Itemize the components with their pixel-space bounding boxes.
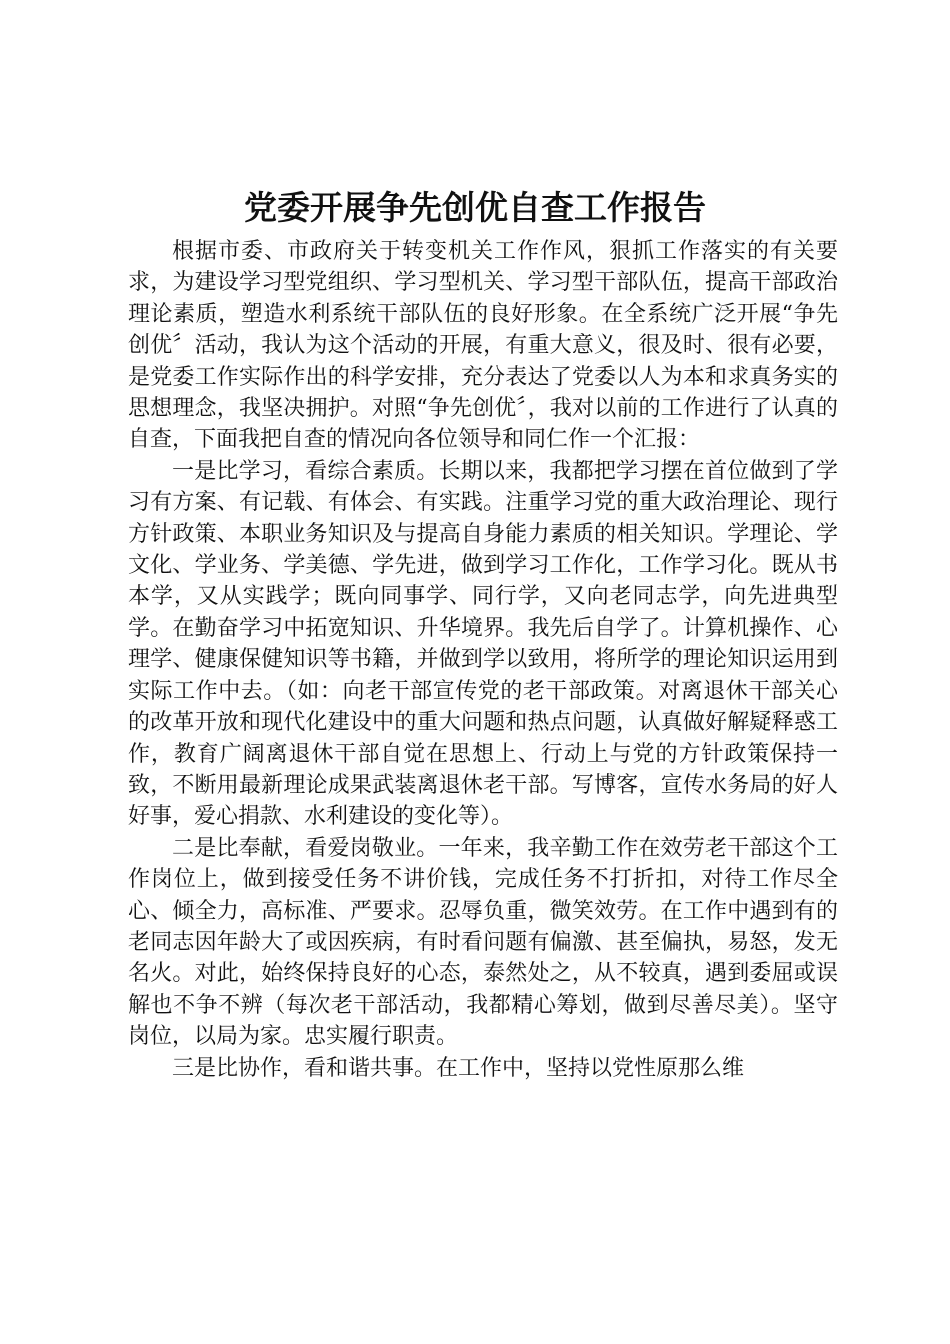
paragraph-dedication: 二是比奉献，看爱岗敬业。一年来，我辛勤工作在效劳老干部这个工作岗位上，做到接受任务不讲价钱，完成任务不打折扣，对待工作尽全心、倾全力，高标准、严要求。忍辱负重，微笑效劳。在工作中遇到有的老同志因年龄大了或因疾病，有时看问题有偏激、甚至偏执，易怒，发无名火。对此，始终保持良好的心态，泰然处之，从不较真，遇到委屈或误解也不争不辨（每次老干部活动，我都精心筹划，做到尽善尽美）。坚守岗位，以局为家。忠实履行职责。	[128, 835, 838, 1050]
paragraph-study: 一是比学习，看综合素质。长期以来，我都把学习摆在首位做到了学习有方案、有记载、有体会、有实践。注重学习党的重大政治理论、现行方针政策、本职业务知识及与提高自身能力素质的相关知识。学理论、学文化、学业务、学美德、学先进，做到学习工作化，工作学习化。既从书本学，又从实践学；既向同事学、同行学，又向老同志学，向先进典型学。在勤奋学习中拓宽知识、升华境界。我先后自学了。计算机操作、心理学、健康保健知识等书籍，并做到学以致用，将所学的理论知识运用到实际工作中去。（如：向老干部宣传党的老干部政策。对离退休干部关心的改革开放和现代化建设中的重大问题和热点问题，认真做好解疑释惑工作，教育广阔离退休干部自觉在思想上、行动上与党的方针政策保持一致，不断用最新理论成果武装离退休老干部。写博客，宣传水务局的好人好事，爱心捐款、水利建设的变化等）。	[128, 458, 838, 830]
document-body	[128, 236, 838, 1084]
paragraph-cooperation: 三是比协作，看和谐共事。在工作中，坚持以党性原那么维	[172, 1055, 745, 1081]
paragraph-intro: 根据市委、市政府关于转变机关工作作风，狠抓工作落实的有关要求，为建设学习型党组织、学习型机关、学习型干部队伍，提高干部政治理论素质，塑造水利系统干部队伍的良好形象。在全系统广泛开展“争先创优〞活动，我认为这个活动的开展，有重大意义，很及时、很有必要，是党委工作实际作出的科学安排，充分表达了党委以人为本和求真务实的思想理念，我坚决拥护。对照“争先创优〞，我对以前的工作进行了认真的自查，下面我把自查的情况向各位领导和同仁作一个汇报：	[128, 239, 838, 453]
document-title: 党委开展争先创优自查工作报告	[244, 188, 706, 227]
